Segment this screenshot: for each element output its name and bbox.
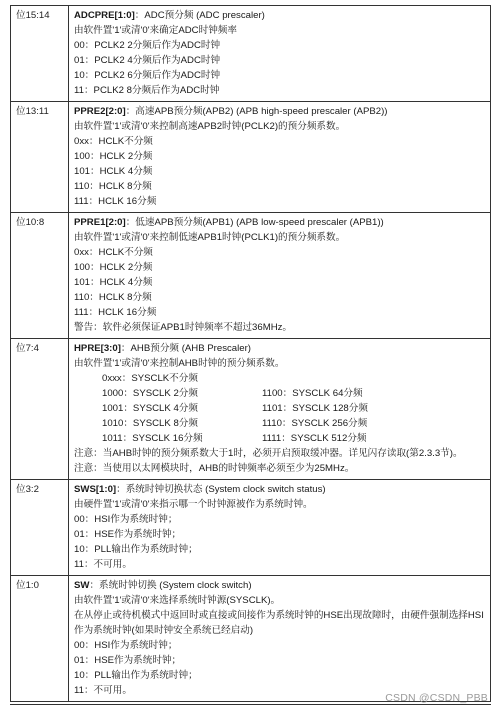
bit-description xyxy=(69,576,491,702)
description-line: 101：HCLK 4分频 xyxy=(74,166,153,177)
prescaler-option: 1110：SYSCLK 256分频 xyxy=(262,418,368,429)
field-name: SWS[1:0] xyxy=(74,484,117,495)
bit-description xyxy=(69,6,491,102)
description-line: 100：HCLK 2分频 xyxy=(74,151,153,162)
description-line: 110：HCLK 8分频 xyxy=(74,181,152,192)
bit-range: 位10:8 xyxy=(11,213,69,339)
description-line: 10：PLL输出作为系统时钟； xyxy=(74,670,198,681)
bit-description xyxy=(69,480,491,576)
field-header xyxy=(74,104,486,119)
field-title: ：系统时钟切换 (System clock switch) xyxy=(89,580,252,591)
register-bit-table xyxy=(10,5,491,702)
field-title: ：高速APB预分频(APB2) (APB high-speed prescaler (APB2)) xyxy=(125,106,388,117)
field-name: ADCPRE[1:0] xyxy=(74,10,135,21)
bit-range: 位1:0 xyxy=(11,576,69,702)
register-row xyxy=(11,480,491,576)
field-name: PPRE2[2:0] xyxy=(74,106,126,117)
description-line: 01：HSE作为系统时钟； xyxy=(74,655,182,666)
prescaler-option: 1001：SYSCLK 4分频 xyxy=(102,403,198,414)
register-row xyxy=(11,339,491,480)
description-line: 111：HCLK 16分频 xyxy=(74,307,157,318)
prescaler-option: 1000：SYSCLK 2分频 xyxy=(102,388,198,399)
field-title: ：系统时钟切换状态 (System clock switch status) xyxy=(116,484,326,495)
prescaler-option: 1010：SYSCLK 8分频 xyxy=(102,418,198,429)
field-title: ：AHB预分频 (AHB Prescaler) xyxy=(120,343,251,354)
bit-description xyxy=(69,213,491,339)
watermark: CSDN @CSDN_PBB xyxy=(385,692,488,704)
description-line: 由软件置'1'或清'0'来控制AHB时钟的预分频系数。 xyxy=(74,358,285,369)
field-name: HPRE[3:0] xyxy=(74,343,121,354)
field-header xyxy=(74,578,486,593)
prescaler-options-grid xyxy=(74,386,486,446)
description-line: 警告：软件必须保证APB1时钟频率不超过36MHz。 xyxy=(74,322,293,333)
description-line: 11：不可用。 xyxy=(74,559,132,570)
note-line: 注意：当使用以太网模块时，AHB的时钟频率必须至少为25MHz。 xyxy=(74,463,355,474)
register-row xyxy=(11,102,491,213)
field-header xyxy=(74,8,486,23)
description-line: 由软件置'1'或清'0'来控制高速APB2时钟(PCLK2)的预分频系数。 xyxy=(74,121,346,132)
description-line: 0xx：HCLK不分频 xyxy=(74,136,153,147)
prescaler-option: 1011：SYSCLK 16分频 xyxy=(102,433,203,444)
prescaler-option: 1111：SYSCLK 512分频 xyxy=(262,433,367,444)
description-line: 01：HSE作为系统时钟； xyxy=(74,529,182,540)
note-line: 注意：当AHB时钟的预分频系数大于1时，必须开启预取缓冲器。详见闪存读取(第2.3.3节)。 xyxy=(74,448,463,459)
description-line: 110：HCLK 8分频 xyxy=(74,292,152,303)
description-line: 由软件置'1'或清'0'来控制低速APB1时钟(PCLK1)的预分频系数。 xyxy=(74,232,346,243)
description-line: 00：PCLK2 2分频后作为ADC时钟 xyxy=(74,40,221,51)
description-line: 00：HSI作为系统时钟； xyxy=(74,514,178,525)
bit-range: 位3:2 xyxy=(11,480,69,576)
description-line: 01：PCLK2 4分频后作为ADC时钟 xyxy=(74,55,221,66)
description-line: 101：HCLK 4分频 xyxy=(74,277,153,288)
description-line: 0xxx：SYSCLK不分频 xyxy=(102,373,198,384)
field-header xyxy=(74,482,486,497)
description-line: 11：PCLK2 8分频后作为ADC时钟 xyxy=(74,85,220,96)
description-line: 在从停止或待机模式中返回时或直接或间接作为系统时钟的HSE出现故障时，由硬件强制选择HSI作为系统时钟(如果时钟安全系统已经启动) xyxy=(74,610,484,636)
description-line: 由硬件置'1'或清'0'来指示哪一个时钟源被作为系统时钟。 xyxy=(74,499,313,510)
field-name: SW xyxy=(74,580,90,591)
field-title: ：ADC预分频 (ADC prescaler) xyxy=(134,10,265,21)
field-title: ：低速APB预分频(APB1) (APB low-speed prescaler (APB1)) xyxy=(125,217,384,228)
bit-range: 位15:14 xyxy=(11,6,69,102)
description-line: 由软件置'1'或清'0'来选择系统时钟源(SYSCLK)。 xyxy=(74,595,281,606)
description-line: 111：HCLK 16分频 xyxy=(74,196,157,207)
description-line: 由软件置'1'或清'0'来确定ADC时钟频率 xyxy=(74,25,237,36)
register-row xyxy=(11,6,491,102)
bit-range: 位13:11 xyxy=(11,102,69,213)
register-row xyxy=(11,213,491,339)
register-row xyxy=(11,576,491,702)
field-header xyxy=(74,215,486,230)
description-line: 10：PCLK2 6分频后作为ADC时钟 xyxy=(74,70,221,81)
description-line: 11：不可用。 xyxy=(74,685,132,696)
description-line: 100：HCLK 2分频 xyxy=(74,262,153,273)
bit-description xyxy=(69,339,491,480)
description-line: 10：PLL输出作为系统时钟； xyxy=(74,544,198,555)
bit-description xyxy=(69,102,491,213)
description-line: 0xx：HCLK不分频 xyxy=(74,247,153,258)
field-name: PPRE1[2:0] xyxy=(74,217,126,228)
prescaler-option: 1101：SYSCLK 128分频 xyxy=(262,403,368,414)
bit-range: 位7:4 xyxy=(11,339,69,480)
field-header xyxy=(74,341,486,356)
prescaler-option: 1100：SYSCLK 64分频 xyxy=(262,388,363,399)
description-line: 00：HSI作为系统时钟； xyxy=(74,640,178,651)
